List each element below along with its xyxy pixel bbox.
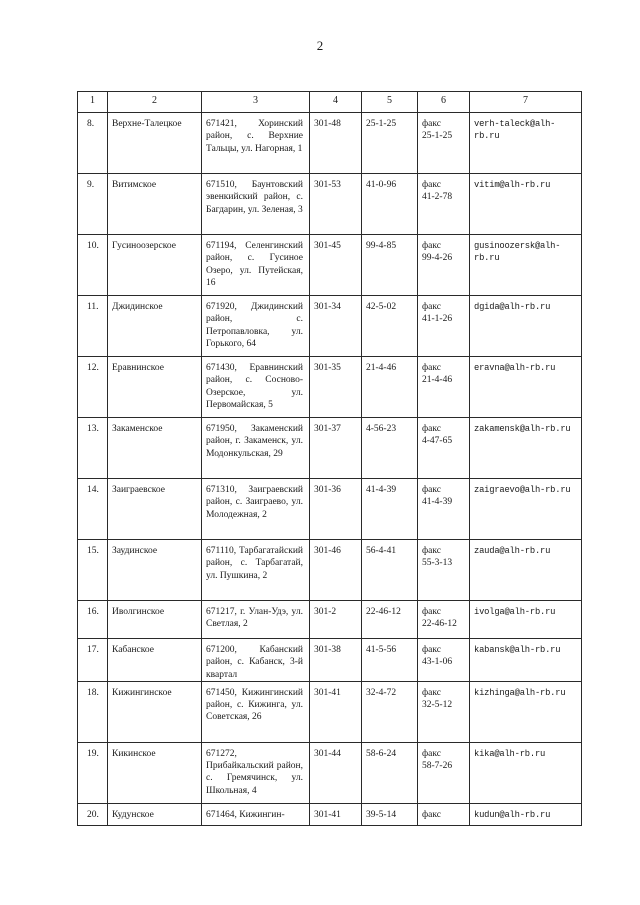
table-row (78, 601, 582, 639)
header-cell: 3 (202, 92, 310, 113)
phone-code-cell: 301-44 (310, 742, 362, 803)
email-cell: ivolga@alh-rb.ru (470, 601, 582, 639)
fax-cell: факс 21-4-46 (418, 357, 470, 418)
forestry-name-cell: Заиграевское (108, 479, 202, 540)
forestry-name-cell: Джидинское (108, 296, 202, 357)
phone-cell: 22-46-12 (362, 601, 418, 639)
phone-cell: 41-4-39 (362, 479, 418, 540)
table-row (78, 639, 582, 682)
row-number-cell: 17. (78, 639, 108, 682)
address-cell: 671110, Тарбагатайский район, с. Тарбагатай, ул. Пушкина, 2 (202, 540, 310, 601)
table-row (78, 540, 582, 601)
email-cell: gusinoozersk@alh-rb.ru (470, 235, 582, 296)
address-cell: 671310, Заиграевский район, с. Заиграево, ул. Молодежная, 2 (202, 479, 310, 540)
forestry-name-cell: Кудунское (108, 803, 202, 825)
fax-cell: факс 41-2-78 (418, 174, 470, 235)
header-cell: 5 (362, 92, 418, 113)
phone-code-cell: 301-38 (310, 639, 362, 682)
row-number-cell: 20. (78, 803, 108, 825)
page-number: 2 (316, 38, 324, 53)
table-row (78, 742, 582, 803)
forestry-name-cell: Кикинское (108, 742, 202, 803)
email-cell: kika@alh-rb.ru (470, 742, 582, 803)
table-row (78, 803, 582, 825)
table-row (78, 113, 582, 174)
forestry-name-cell: Гусиноозерское (108, 235, 202, 296)
row-number-cell: 19. (78, 742, 108, 803)
email-cell: eravna@alh-rb.ru (470, 357, 582, 418)
forestry-name-cell: Иволгинское (108, 601, 202, 639)
forestry-name-cell: Верхне-Талецкое (108, 113, 202, 174)
address-cell: 671272, Прибайкальский район, с. Гремячинск, ул. Школьная, 4 (202, 742, 310, 803)
phone-code-cell: 301-53 (310, 174, 362, 235)
row-number-cell: 9. (78, 174, 108, 235)
fax-cell: факс 25-1-25 (418, 113, 470, 174)
forestry-name-cell: Еравнинское (108, 357, 202, 418)
fax-cell: факс 41-4-39 (418, 479, 470, 540)
row-number-cell: 18. (78, 681, 108, 742)
row-number-cell: 16. (78, 601, 108, 639)
address-cell: 671510, Баунтовский эвенкийский район, с. Багдарин, ул. Зеленая, 3 (202, 174, 310, 235)
email-cell: kizhinga@alh-rb.ru (470, 681, 582, 742)
row-number-cell: 15. (78, 540, 108, 601)
table-row (78, 296, 582, 357)
address-cell: 671421, Хоринский район, с. Верхние Тальцы, ул. Нагорная, 1 (202, 113, 310, 174)
phone-cell: 56-4-41 (362, 540, 418, 601)
phone-cell: 39-5-14 (362, 803, 418, 825)
fax-cell: факс 41-1-26 (418, 296, 470, 357)
fax-cell: факс 99-4-26 (418, 235, 470, 296)
fax-cell: факс 58-7-26 (418, 742, 470, 803)
header-row (78, 92, 582, 113)
forestry-name-cell: Закаменское (108, 418, 202, 479)
address-cell: 671194, Селенгинский район, с. Гусиное Озеро, ул. Путейская, 16 (202, 235, 310, 296)
address-cell: 671450, Кижингинский район, с. Кижинга, ул. Советская, 26 (202, 681, 310, 742)
fax-cell: факс 4-47-65 (418, 418, 470, 479)
phone-cell: 99-4-85 (362, 235, 418, 296)
phone-cell: 42-5-02 (362, 296, 418, 357)
forestry-name-cell: Кабанское (108, 639, 202, 682)
email-cell: zaigraevo@alh-rb.ru (470, 479, 582, 540)
address-cell: 671464, Кижингин- (202, 803, 310, 825)
phone-code-cell: 301-41 (310, 803, 362, 825)
phone-cell: 58-6-24 (362, 742, 418, 803)
phone-code-cell: 301-2 (310, 601, 362, 639)
phone-code-cell: 301-35 (310, 357, 362, 418)
phone-cell: 4-56-23 (362, 418, 418, 479)
forestry-table (77, 91, 582, 826)
row-number-cell: 13. (78, 418, 108, 479)
phone-code-cell: 301-41 (310, 681, 362, 742)
table-row (78, 418, 582, 479)
fax-cell: факс 43-1-06 (418, 639, 470, 682)
fax-cell: факс (418, 803, 470, 825)
phone-cell: 41-0-96 (362, 174, 418, 235)
row-number-cell: 8. (78, 113, 108, 174)
phone-code-cell: 301-37 (310, 418, 362, 479)
header-cell: 4 (310, 92, 362, 113)
email-cell: kabansk@alh-rb.ru (470, 639, 582, 682)
fax-cell: факс 32-5-12 (418, 681, 470, 742)
phone-cell: 25-1-25 (362, 113, 418, 174)
phone-cell: 32-4-72 (362, 681, 418, 742)
table-row (78, 174, 582, 235)
row-number-cell: 14. (78, 479, 108, 540)
row-number-cell: 12. (78, 357, 108, 418)
phone-code-cell: 301-48 (310, 113, 362, 174)
address-cell: 671217, г. Улан-Удэ, ул. Светлая, 2 (202, 601, 310, 639)
fax-cell: факс 55-3-13 (418, 540, 470, 601)
phone-cell: 41-5-56 (362, 639, 418, 682)
address-cell: 671950, Закаменский район, г. Закаменск, ул. Модонкульская, 29 (202, 418, 310, 479)
header-cell: 2 (108, 92, 202, 113)
address-cell: 671430, Еравнинский район, с. Сосново-Озерское, ул. Первомайская, 5 (202, 357, 310, 418)
table-row (78, 235, 582, 296)
table-row (78, 357, 582, 418)
row-number-cell: 11. (78, 296, 108, 357)
phone-code-cell: 301-34 (310, 296, 362, 357)
address-cell: 671200, Кабанский район, с. Кабанск, 3-й квартал (202, 639, 310, 682)
address-cell: 671920, Джидинский район, с. Петропавловка, ул. Горького, 64 (202, 296, 310, 357)
forestry-name-cell: Витимское (108, 174, 202, 235)
fax-cell: факс 22-46-12 (418, 601, 470, 639)
phone-code-cell: 301-36 (310, 479, 362, 540)
phone-cell: 21-4-46 (362, 357, 418, 418)
email-cell: zauda@alh-rb.ru (470, 540, 582, 601)
email-cell: verh-taleck@alh-rb.ru (470, 113, 582, 174)
email-cell: kudun@alh-rb.ru (470, 803, 582, 825)
table-row (78, 479, 582, 540)
forestry-name-cell: Заудинское (108, 540, 202, 601)
email-cell: vitim@alh-rb.ru (470, 174, 582, 235)
row-number-cell: 10. (78, 235, 108, 296)
email-cell: dgida@alh-rb.ru (470, 296, 582, 357)
header-cell: 1 (78, 92, 108, 113)
forestry-name-cell: Кижингинское (108, 681, 202, 742)
header-cell: 7 (470, 92, 582, 113)
table-body (78, 113, 582, 826)
header-cell: 6 (418, 92, 470, 113)
phone-code-cell: 301-45 (310, 235, 362, 296)
table-row (78, 681, 582, 742)
email-cell: zakamensk@alh-rb.ru (470, 418, 582, 479)
phone-code-cell: 301-46 (310, 540, 362, 601)
